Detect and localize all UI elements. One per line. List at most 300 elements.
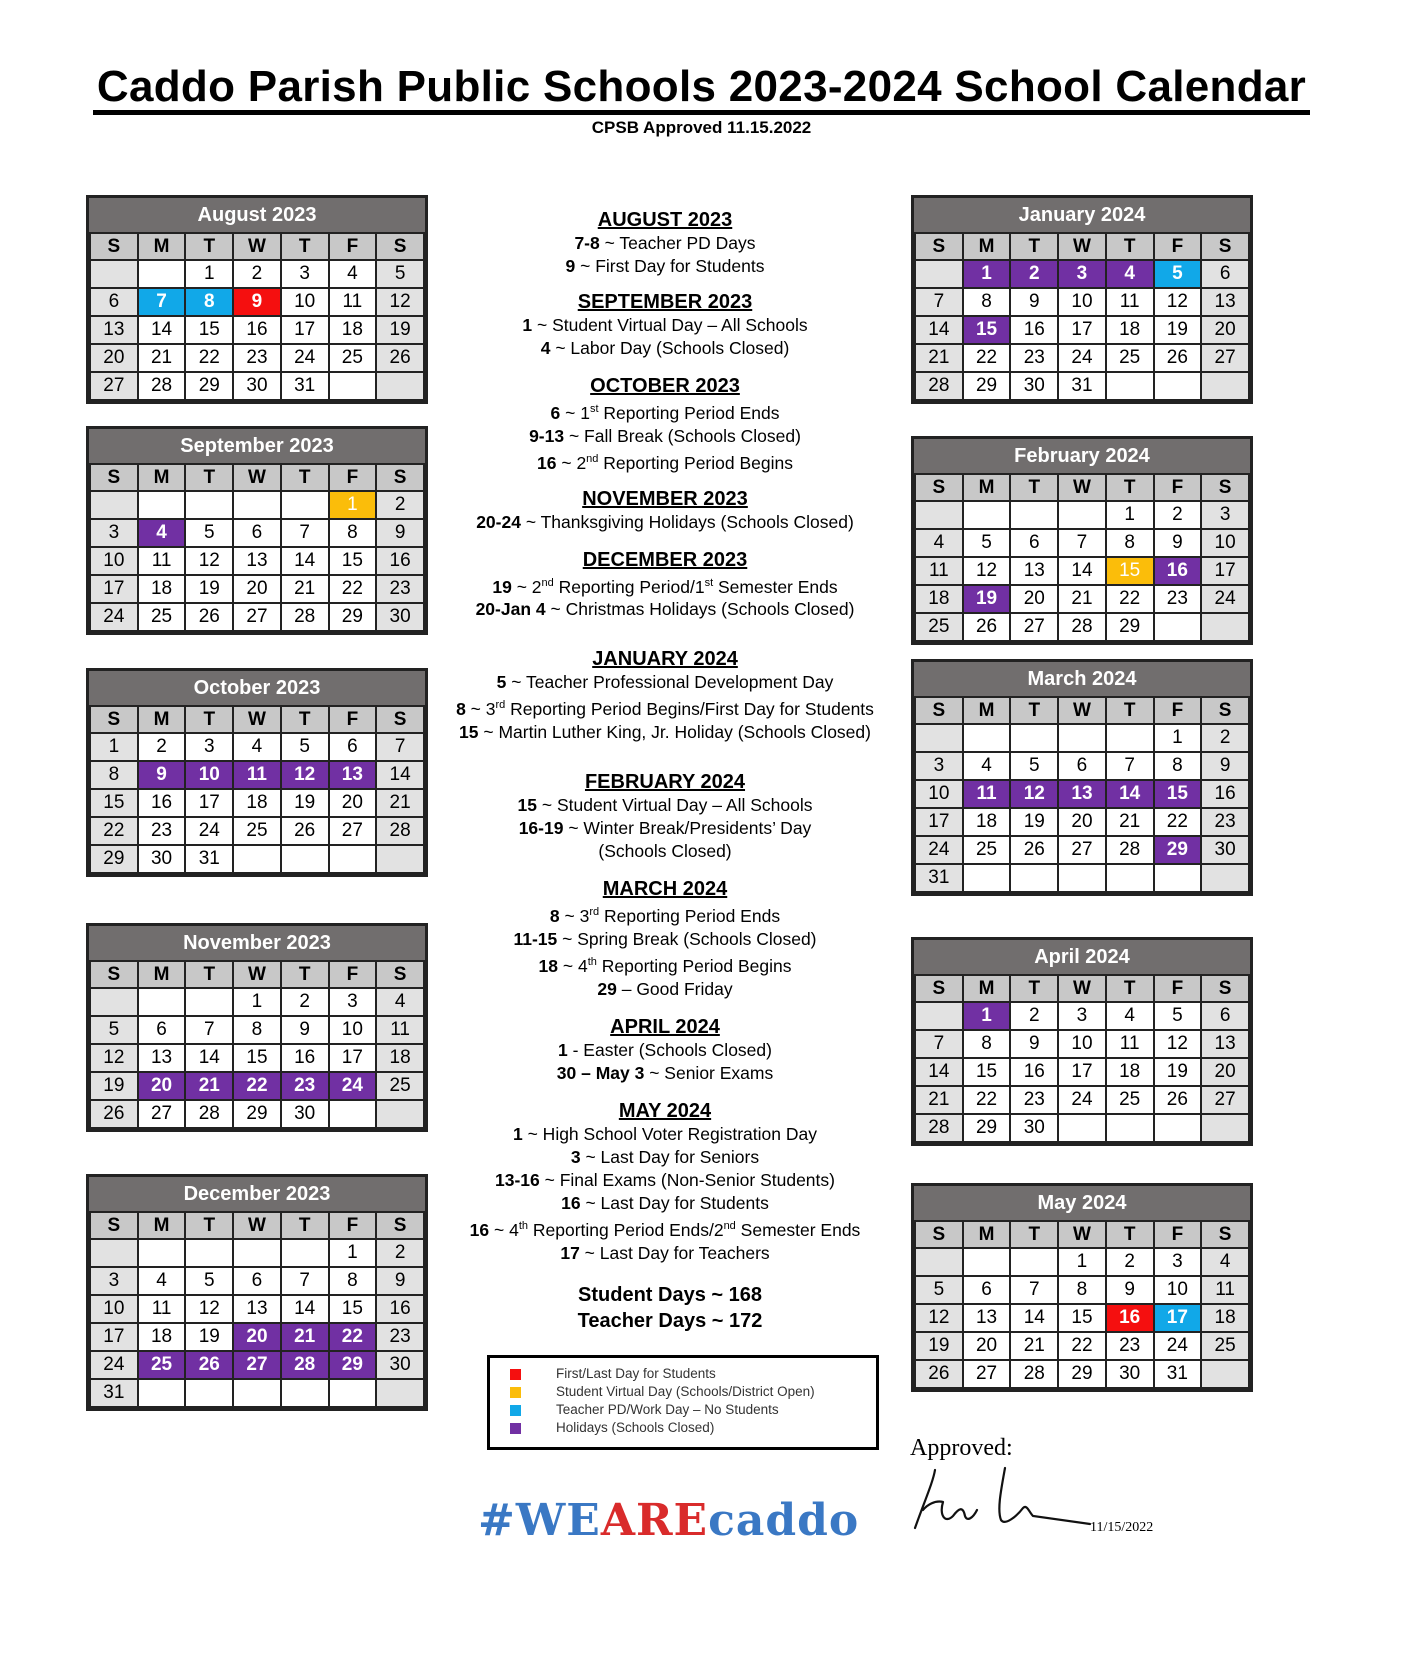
calendar-day: 17: [329, 1044, 377, 1072]
calendar-day: 24: [1154, 1332, 1202, 1360]
weekday-label: F: [329, 962, 377, 988]
calendar-day: 20: [138, 1072, 186, 1100]
event-month-block: [445, 487, 885, 534]
weekday-label: T: [1010, 976, 1058, 1002]
approval-subtitle: CPSB Approved 11.15.2022: [591, 118, 812, 137]
calendar-day: 14: [1058, 557, 1106, 585]
calendar-day: 4: [963, 752, 1011, 780]
weekday-label: T: [1106, 1222, 1154, 1248]
calendar-day: 21: [281, 575, 329, 603]
weekday-label: F: [329, 234, 377, 260]
calendar-day: 26: [185, 1351, 233, 1379]
calendar-day: 9: [1154, 529, 1202, 557]
calendar-empty-cell: [915, 501, 963, 529]
calendar-day: 6: [1201, 1002, 1249, 1030]
color-legend: [487, 1355, 879, 1450]
calendar-day: 7: [1058, 529, 1106, 557]
event-line: 19 ~ 2nd Reporting Period/1st Semester Ends: [492, 576, 838, 597]
calendar-day: 26: [376, 344, 424, 372]
event-line: 13-16 ~ Final Exams (Non-Senior Students): [495, 1169, 835, 1190]
event-month-heading: MARCH 2024: [602, 878, 728, 901]
weekday-label: S: [376, 962, 424, 988]
calendar-empty-cell: [1010, 724, 1058, 752]
calendar-day: 23: [1106, 1332, 1154, 1360]
event-month-heading: MAY 2024: [618, 1099, 712, 1122]
calendar-day: 30: [1201, 836, 1249, 864]
calendar-day: 27: [1058, 836, 1106, 864]
calendar-day: 1: [233, 988, 281, 1016]
logo-we: WE: [515, 1495, 601, 1546]
legend-label: Student Virtual Day (Schools/District Open): [556, 1384, 815, 1399]
weekday-label: T: [1010, 698, 1058, 724]
calendar-day: 6: [963, 1276, 1011, 1304]
calendar-empty-cell: [138, 988, 186, 1016]
calendar-empty-cell: [1010, 1248, 1058, 1276]
calendar-day: 2: [376, 491, 424, 519]
calendar-empty-cell: [1154, 1114, 1202, 1142]
calendar-day: 22: [963, 1086, 1011, 1114]
calendar-empty-cell: [915, 260, 963, 288]
calendar-day: 7: [185, 1016, 233, 1044]
calendar-day: 27: [963, 1360, 1011, 1388]
weekday-label: F: [1154, 698, 1202, 724]
calendar-day: 18: [1201, 1304, 1249, 1332]
calendar-empty-cell: [1058, 501, 1106, 529]
calendar-day: 19: [185, 575, 233, 603]
calendar-day: 21: [915, 344, 963, 372]
calendar-day: 22: [1106, 585, 1154, 613]
calendar-day: 17: [1058, 316, 1106, 344]
event-month-heading: JANUARY 2024: [592, 648, 738, 671]
calendar-empty-cell: [90, 260, 138, 288]
calendar-day: 22: [1058, 1332, 1106, 1360]
calendar-day: 10: [185, 761, 233, 789]
calendar-day: 20: [329, 789, 377, 817]
calendar-day: 8: [185, 288, 233, 316]
month-title: December 2023: [89, 1177, 425, 1213]
weekday-label: T: [1010, 234, 1058, 260]
calendar-day: 22: [185, 344, 233, 372]
calendar-day: 19: [185, 1323, 233, 1351]
calendar-day: 29: [1154, 836, 1202, 864]
calendar-day: 3: [329, 988, 377, 1016]
logo-caddo: caddo: [708, 1495, 860, 1546]
weekday-label: S: [1201, 475, 1249, 501]
calendar-day: 26: [1154, 1086, 1202, 1114]
calendar-day: 2: [376, 1239, 424, 1267]
calendar-day: 22: [329, 1323, 377, 1351]
calendar-empty-cell: [90, 988, 138, 1016]
calendar-day: 7: [376, 733, 424, 761]
weekday-label: M: [138, 1213, 186, 1239]
calendar-day: 12: [915, 1304, 963, 1332]
calendar-day: 26: [185, 603, 233, 631]
weekday-label: S: [90, 234, 138, 260]
calendar-day: 29: [1106, 613, 1154, 641]
calendar-day: 4: [1201, 1248, 1249, 1276]
calendar-day: 30: [376, 1351, 424, 1379]
calendar-empty-cell: [915, 724, 963, 752]
calendar-day: 10: [1058, 1030, 1106, 1058]
weekday-label: F: [329, 707, 377, 733]
event-line: 18 ~ 4th Reporting Period Begins: [538, 955, 792, 976]
weekday-label: W: [1058, 234, 1106, 260]
calendar-day: 18: [376, 1044, 424, 1072]
legend-swatch-icon: [510, 1369, 521, 1380]
calendar-empty-cell: [90, 491, 138, 519]
event-line: 16 ~ 2nd Reporting Period Begins: [537, 452, 793, 473]
calendar-day: 18: [1106, 316, 1154, 344]
calendar-day: 24: [1058, 1086, 1106, 1114]
calendar-day: 1: [90, 733, 138, 761]
calendar-day: 25: [138, 1351, 186, 1379]
weekday-label: M: [138, 234, 186, 260]
weekday-label: W: [233, 234, 281, 260]
calendar-day: 17: [185, 789, 233, 817]
calendar-day: 13: [1058, 780, 1106, 808]
calendar-day: 16: [281, 1044, 329, 1072]
calendar-day: 6: [233, 519, 281, 547]
calendar-day: 19: [963, 585, 1011, 613]
weekday-label: W: [1058, 976, 1106, 1002]
event-month-heading: DECEMBER 2023: [582, 548, 748, 571]
calendar-day: 18: [963, 808, 1011, 836]
calendar-empty-cell: [1058, 724, 1106, 752]
weekday-label: S: [376, 234, 424, 260]
calendar-day: 5: [185, 519, 233, 547]
weekday-label: T: [281, 962, 329, 988]
calendar-day: 1: [1106, 501, 1154, 529]
calendar-day: 25: [963, 836, 1011, 864]
calendar-empty-cell: [915, 1002, 963, 1030]
calendar-day: 28: [1106, 836, 1154, 864]
calendar-day: 8: [329, 1267, 377, 1295]
calendar-day: 1: [1058, 1248, 1106, 1276]
calendar-day: 22: [233, 1072, 281, 1100]
calendar-day: 25: [376, 1072, 424, 1100]
calendar-day: 26: [1154, 344, 1202, 372]
calendar-day: 9: [1010, 1030, 1058, 1058]
calendar-day: 11: [138, 547, 186, 575]
weekday-label: T: [185, 465, 233, 491]
calendar-day: 9: [1010, 288, 1058, 316]
calendar-day: 8: [1058, 1276, 1106, 1304]
calendar-empty-cell: [281, 1239, 329, 1267]
event-line: 6 ~ 1st Reporting Period Ends: [550, 402, 780, 423]
events-list: [445, 208, 885, 1265]
calendar-day: 22: [329, 575, 377, 603]
month-calendar-december-2023: [86, 1174, 428, 1411]
weekday-label: F: [1154, 234, 1202, 260]
calendar-day: 7: [138, 288, 186, 316]
calendar-day: 29: [90, 845, 138, 873]
calendar-empty-cell: [1201, 372, 1249, 400]
event-line: 3 ~ Last Day for Seniors: [570, 1146, 760, 1167]
event-month-block: [445, 548, 885, 622]
calendar-day: 15: [329, 1295, 377, 1323]
calendar-empty-cell: [233, 1379, 281, 1407]
event-line: 20-24 ~ Thanksgiving Holidays (Schools Closed): [476, 511, 854, 532]
calendar-day: 20: [1010, 585, 1058, 613]
calendar-day: 25: [1106, 1086, 1154, 1114]
calendar-day: 11: [915, 557, 963, 585]
calendar-empty-cell: [185, 491, 233, 519]
event-month-block: [445, 208, 885, 278]
calendar-day: 17: [1201, 557, 1249, 585]
calendar-day: 7: [915, 288, 963, 316]
calendar-empty-cell: [1106, 864, 1154, 892]
calendar-day: 3: [90, 519, 138, 547]
calendar-day: 15: [963, 316, 1011, 344]
calendar-empty-cell: [233, 845, 281, 873]
calendar-day: 24: [281, 344, 329, 372]
calendar-day: 8: [963, 1030, 1011, 1058]
weekday-label: T: [1106, 234, 1154, 260]
we-are-caddo-logo: [478, 1495, 859, 1546]
calendar-day: 31: [90, 1379, 138, 1407]
weekday-label: W: [233, 707, 281, 733]
weekday-label: S: [90, 465, 138, 491]
calendar-empty-cell: [185, 1379, 233, 1407]
calendar-empty-cell: [329, 372, 377, 400]
calendar-day: 12: [281, 761, 329, 789]
weekday-label: F: [1154, 475, 1202, 501]
calendar-day: 11: [1106, 1030, 1154, 1058]
month-calendar-april-2024: [911, 937, 1253, 1146]
calendar-day: 28: [915, 1114, 963, 1142]
weekday-label: M: [138, 962, 186, 988]
calendar-day: 14: [915, 316, 963, 344]
calendar-day: 10: [281, 288, 329, 316]
calendar-day: 15: [90, 789, 138, 817]
calendar-day: 13: [233, 547, 281, 575]
calendar-day: 29: [329, 603, 377, 631]
calendar-empty-cell: [1010, 501, 1058, 529]
weekday-label: S: [915, 234, 963, 260]
calendar-day: 15: [963, 1058, 1011, 1086]
weekday-label: T: [185, 707, 233, 733]
calendar-day: 24: [1201, 585, 1249, 613]
calendar-day: 17: [1058, 1058, 1106, 1086]
calendar-empty-cell: [138, 491, 186, 519]
weekday-label: T: [1010, 1222, 1058, 1248]
calendar-day: 15: [185, 316, 233, 344]
weekday-label: W: [233, 465, 281, 491]
weekday-label: W: [1058, 1222, 1106, 1248]
calendar-day: 24: [90, 603, 138, 631]
calendar-day: 17: [1154, 1304, 1202, 1332]
calendar-day: 28: [185, 1100, 233, 1128]
event-month-heading: SEPTEMBER 2023: [577, 291, 753, 313]
calendar-day: 22: [90, 817, 138, 845]
month-calendar-august-2023: [86, 195, 428, 404]
month-calendar-november-2023: [86, 923, 428, 1132]
weekday-label: T: [281, 707, 329, 733]
calendar-day: 4: [1106, 1002, 1154, 1030]
calendar-empty-cell: [1106, 1114, 1154, 1142]
calendar-day: 29: [963, 372, 1011, 400]
calendar-day: 28: [281, 1351, 329, 1379]
legend-swatch-icon: [510, 1387, 521, 1398]
weekday-label: W: [1058, 475, 1106, 501]
calendar-day: 17: [281, 316, 329, 344]
calendar-day: 29: [233, 1100, 281, 1128]
calendar-day: 6: [1010, 529, 1058, 557]
calendar-day: 28: [1058, 613, 1106, 641]
calendar-day: 27: [233, 1351, 281, 1379]
calendar-day: 12: [90, 1044, 138, 1072]
weekday-label: S: [915, 1222, 963, 1248]
calendar-empty-cell: [138, 260, 186, 288]
calendar-empty-cell: [185, 1239, 233, 1267]
calendar-day: 25: [1106, 344, 1154, 372]
calendar-empty-cell: [90, 1239, 138, 1267]
calendar-day: 15: [329, 547, 377, 575]
calendar-day: 10: [1058, 288, 1106, 316]
calendar-day: 24: [185, 817, 233, 845]
calendar-day: 18: [329, 316, 377, 344]
calendar-day: 30: [233, 372, 281, 400]
event-line: 9-13 ~ Fall Break (Schools Closed): [529, 425, 801, 446]
calendar-day: 8: [90, 761, 138, 789]
calendar-day: 1: [329, 491, 377, 519]
calendar-day: 16: [1201, 780, 1249, 808]
day-totals: [470, 1282, 870, 1334]
calendar-day: 28: [281, 603, 329, 631]
calendar-day: 18: [138, 1323, 186, 1351]
calendar-day: 2: [1154, 501, 1202, 529]
calendar-day: 13: [1010, 557, 1058, 585]
calendar-day: 11: [233, 761, 281, 789]
calendar-day: 5: [963, 529, 1011, 557]
event-line: 8 ~ 3rd Reporting Period Ends: [549, 906, 781, 927]
calendar-day: 29: [963, 1114, 1011, 1142]
calendar-day: 13: [963, 1304, 1011, 1332]
student-days-total: Student Days ~ 168: [578, 1284, 762, 1306]
calendar-day: 23: [1154, 585, 1202, 613]
calendar-day: 20: [233, 1323, 281, 1351]
calendar-empty-cell: [1201, 864, 1249, 892]
calendar-day: 19: [376, 316, 424, 344]
logo-are: ARE: [600, 1495, 709, 1546]
calendar-empty-cell: [915, 1248, 963, 1276]
calendar-day: 19: [915, 1332, 963, 1360]
event-line: 17 ~ Last Day for Teachers: [560, 1242, 770, 1263]
month-title: September 2023: [89, 429, 425, 465]
weekday-label: S: [915, 976, 963, 1002]
calendar-day: 22: [1154, 808, 1202, 836]
event-month-block: [445, 1099, 885, 1265]
weekday-label: M: [138, 465, 186, 491]
calendar-day: 2: [1201, 724, 1249, 752]
calendar-day: 3: [90, 1267, 138, 1295]
calendar-day: 3: [281, 260, 329, 288]
calendar-empty-cell: [1058, 1114, 1106, 1142]
calendar-empty-cell: [376, 845, 424, 873]
calendar-empty-cell: [185, 988, 233, 1016]
calendar-day: 24: [329, 1072, 377, 1100]
event-line: 15 ~ Martin Luther King, Jr. Holiday (Schools Closed): [459, 722, 871, 743]
calendar-day: 16: [1010, 1058, 1058, 1086]
calendar-empty-cell: [138, 1239, 186, 1267]
calendar-day: 23: [138, 817, 186, 845]
calendar-day: 14: [915, 1058, 963, 1086]
calendar-day: 15: [233, 1044, 281, 1072]
calendar-day: 28: [915, 372, 963, 400]
calendar-day: 27: [329, 817, 377, 845]
calendar-day: 5: [376, 260, 424, 288]
weekday-label: T: [1106, 698, 1154, 724]
weekday-label: W: [1058, 698, 1106, 724]
weekday-label: T: [185, 962, 233, 988]
calendar-empty-cell: [1154, 864, 1202, 892]
event-month-heading: OCTOBER 2023: [590, 375, 740, 397]
calendar-day: 15: [1154, 780, 1202, 808]
calendar-day: 16: [376, 1295, 424, 1323]
calendar-day: 31: [1154, 1360, 1202, 1388]
event-line: 5 ~ Teacher Professional Development Day: [496, 672, 834, 693]
calendar-day: 29: [1058, 1360, 1106, 1388]
calendar-day: 6: [1058, 752, 1106, 780]
calendar-day: 31: [915, 864, 963, 892]
month-title: November 2023: [89, 926, 425, 962]
calendar-day: 2: [233, 260, 281, 288]
calendar-day: 15: [1106, 557, 1154, 585]
calendar-empty-cell: [281, 491, 329, 519]
calendar-day: 28: [138, 372, 186, 400]
calendar-day: 12: [1154, 1030, 1202, 1058]
calendar-day: 14: [138, 316, 186, 344]
event-line: (Schools Closed): [598, 841, 732, 862]
calendar-day: 16: [138, 789, 186, 817]
calendar-day: 26: [1010, 836, 1058, 864]
calendar-day: 6: [329, 733, 377, 761]
calendar-day: 12: [963, 557, 1011, 585]
weekday-label: F: [329, 465, 377, 491]
calendar-day: 5: [1154, 260, 1202, 288]
weekday-label: S: [915, 698, 963, 724]
calendar-empty-cell: [1154, 613, 1202, 641]
calendar-empty-cell: [376, 372, 424, 400]
event-month-block: [445, 290, 885, 360]
calendar-day: 21: [281, 1323, 329, 1351]
calendar-day: 7: [915, 1030, 963, 1058]
calendar-day: 3: [915, 752, 963, 780]
month-calendar-january-2024: [911, 195, 1253, 404]
calendar-day: 3: [1058, 1002, 1106, 1030]
weekday-label: F: [1154, 1222, 1202, 1248]
event-line: 16-19 ~ Winter Break/Presidents’ Day: [518, 818, 812, 839]
calendar-day: 6: [90, 288, 138, 316]
weekday-label: T: [281, 465, 329, 491]
calendar-day: 18: [233, 789, 281, 817]
calendar-day: 17: [90, 575, 138, 603]
calendar-empty-cell: [1010, 864, 1058, 892]
calendar-day: 19: [1154, 1058, 1202, 1086]
calendar-day: 28: [1010, 1360, 1058, 1388]
weekday-label: T: [185, 234, 233, 260]
calendar-empty-cell: [1154, 372, 1202, 400]
calendar-day: 27: [1010, 613, 1058, 641]
calendar-day: 16: [233, 316, 281, 344]
page-title-text: Caddo Parish Public Schools 2023-2024 School Calendar: [93, 64, 1310, 115]
approval-date: 11/15/2022: [1090, 1520, 1154, 1535]
calendar-day: 11: [138, 1295, 186, 1323]
event-line: 11-15 ~ Spring Break (Schools Closed): [513, 929, 817, 950]
calendar-day: 20: [1201, 316, 1249, 344]
calendar-day: 4: [138, 1267, 186, 1295]
calendar-day: 14: [281, 547, 329, 575]
